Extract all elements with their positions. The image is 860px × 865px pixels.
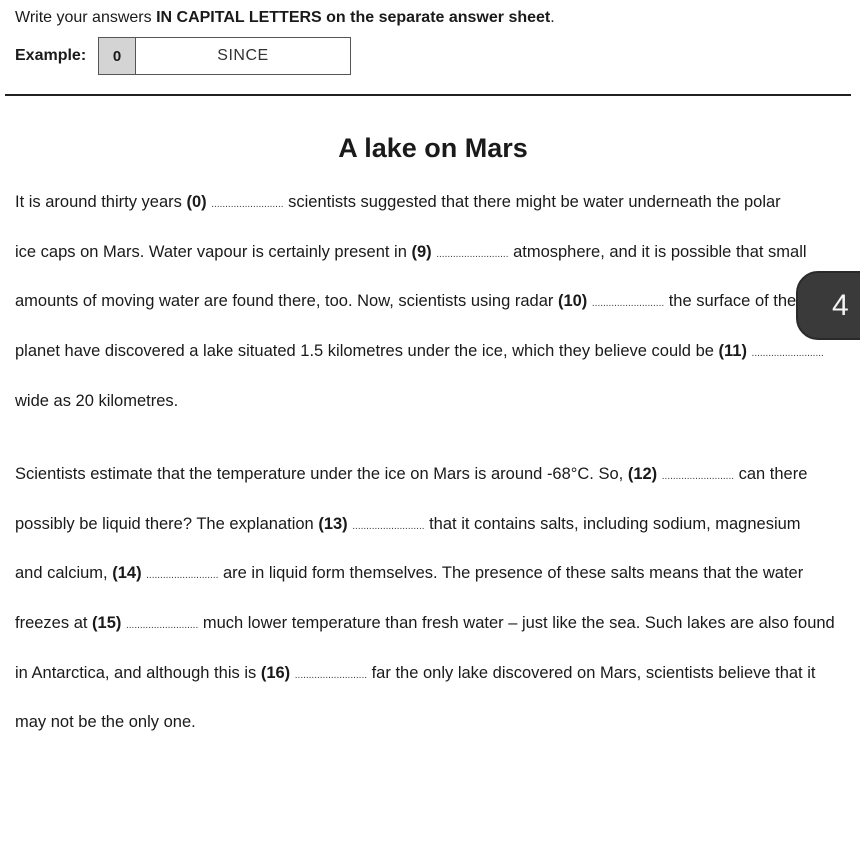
paragraph-1 (15, 191, 860, 439)
passage-line (15, 191, 860, 241)
line-text: scientists suggested that there might be water underneath the polar (283, 193, 781, 211)
instruction-emphasis: IN CAPITAL LETTERS on the separate answer sheet (156, 9, 551, 26)
line-text: can there (734, 465, 808, 483)
passage-line (15, 290, 860, 340)
line-text: and calcium, (15, 564, 113, 583)
passage-line (15, 612, 860, 662)
line-text: the surface of the (664, 292, 797, 311)
gap-number-15: (15) (92, 614, 122, 633)
gap-number-0: (0) (186, 193, 207, 211)
line-text: Scientists estimate that the temperature under the ice on Mars is around -68°C. So, (15, 465, 628, 483)
line-text: much lower temperature than fresh water – just like the sea. Such lakes are also found (198, 614, 835, 633)
line-text: that it contains salts, including sodium, magnesium (424, 514, 801, 533)
line-text: far the only lake discovered on Mars, scientists believe that it (367, 663, 816, 682)
gap-number-11: (11) (718, 342, 747, 361)
gap-number-10: (10) (557, 292, 588, 311)
line-text: may not be the only one. (15, 713, 196, 732)
passage-line (15, 711, 860, 761)
line-text: freezes at (15, 614, 93, 633)
passage-line (15, 463, 860, 513)
page-title: A lake on Mars (338, 133, 528, 163)
gap-number-12: (12) (627, 465, 658, 483)
answer-gap: .......................... (751, 348, 824, 360)
example-answer-box (98, 37, 351, 75)
instruction-post: . (550, 9, 555, 26)
instruction-text (15, 7, 555, 29)
line-text: It is around thirty years (15, 193, 187, 211)
page-number-label: 4 (832, 288, 849, 322)
line-text: possibly be liquid there? The explanation (15, 514, 319, 533)
passage-line (15, 662, 860, 712)
gap-number-13: (13) (318, 514, 348, 533)
line-text: amounts of moving water are found there, too. Now, scientists using radar (15, 292, 558, 311)
line-text: are in liquid form themselves. The presence of these salts means that the water (218, 564, 804, 583)
divider (5, 94, 851, 96)
line-text: planet have discovered a lake situated 1.5 kilometres under the ice, which they believe could be (15, 342, 719, 361)
answer-gap: .......................... (352, 520, 425, 532)
example-number: 0 (99, 38, 136, 74)
gap-number-9: (9) (411, 242, 432, 261)
answer-gap: .......................... (294, 669, 368, 681)
paragraph-2 (15, 463, 860, 761)
line-text: in Antarctica, and although this is (15, 663, 261, 682)
example-row (15, 37, 351, 75)
instruction-pre: Write your answers (15, 9, 157, 26)
gap-number-14: (14) (112, 564, 142, 583)
passage-line (15, 513, 860, 563)
example-label: Example: (15, 47, 87, 64)
line-text: ice caps on Mars. Water vapour is certainly present in (15, 242, 412, 261)
answer-gap: .......................... (146, 570, 219, 582)
answer-gap: .......................... (591, 298, 665, 310)
passage-line (15, 390, 860, 440)
line-text: wide as 20 kilometres. (15, 391, 179, 410)
line-text: atmosphere, and it is possible that small (508, 242, 807, 261)
example-answer: SINCE (217, 47, 269, 64)
page-number-tab[interactable] (796, 271, 860, 340)
gap-number-16: (16) (260, 663, 291, 682)
passage-line (15, 241, 860, 291)
answer-gap: .......................... (661, 471, 735, 482)
passage-line (15, 562, 860, 612)
passage-line (15, 340, 860, 390)
answer-gap: .......................... (436, 248, 509, 260)
answer-gap: .......................... (125, 620, 199, 632)
answer-gap: .......................... (211, 199, 284, 210)
